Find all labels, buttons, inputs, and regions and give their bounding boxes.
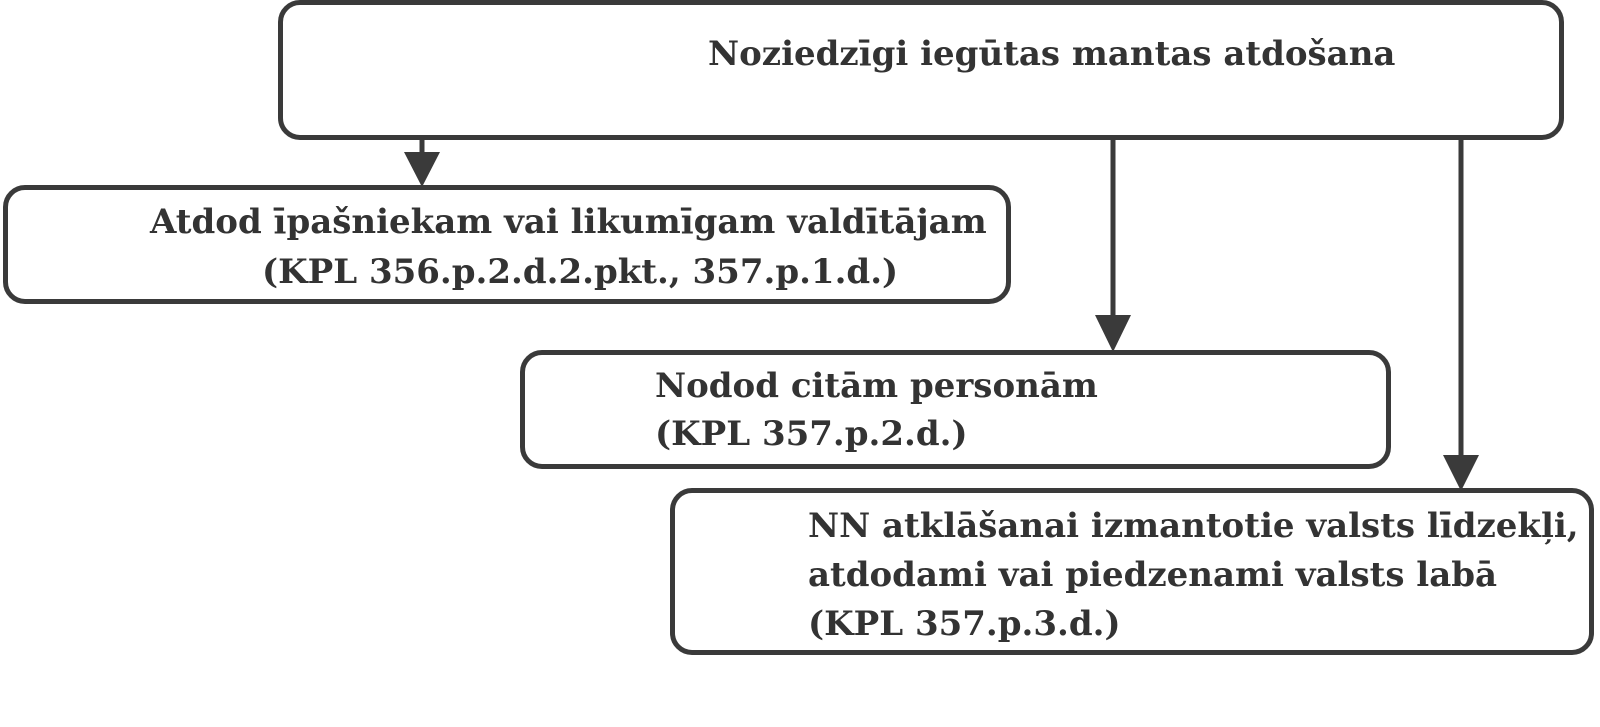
branch-node-owner-line1: Atdod īpašniekam vai likumīgam valdītājam bbox=[150, 202, 987, 242]
arrow-to-branch-other-persons bbox=[1095, 140, 1131, 352]
branch-node-state-funds-line3: (KPL 357.p.3.d.) bbox=[808, 604, 1121, 644]
root-node-title: Noziedzīgi iegūtas mantas atdošana bbox=[708, 34, 1396, 74]
branch-node-state-funds-line1: NN atklāšanai izmantotie valsts līdzekļi, bbox=[808, 506, 1579, 546]
arrow-to-branch-owner bbox=[404, 140, 440, 187]
arrow-to-branch-state-funds bbox=[1443, 140, 1479, 491]
branch-node-owner-line2: (KPL 356.p.2.d.2.pkt., 357.p.1.d.) bbox=[262, 252, 899, 292]
branch-node-other-persons-line2: (KPL 357.p.2.d.) bbox=[655, 414, 968, 454]
branch-node-state-funds-line2: atdodami vai piedzenami valsts labā bbox=[808, 555, 1498, 595]
branch-node-other-persons-line1: Nodod citām personām bbox=[655, 366, 1098, 406]
